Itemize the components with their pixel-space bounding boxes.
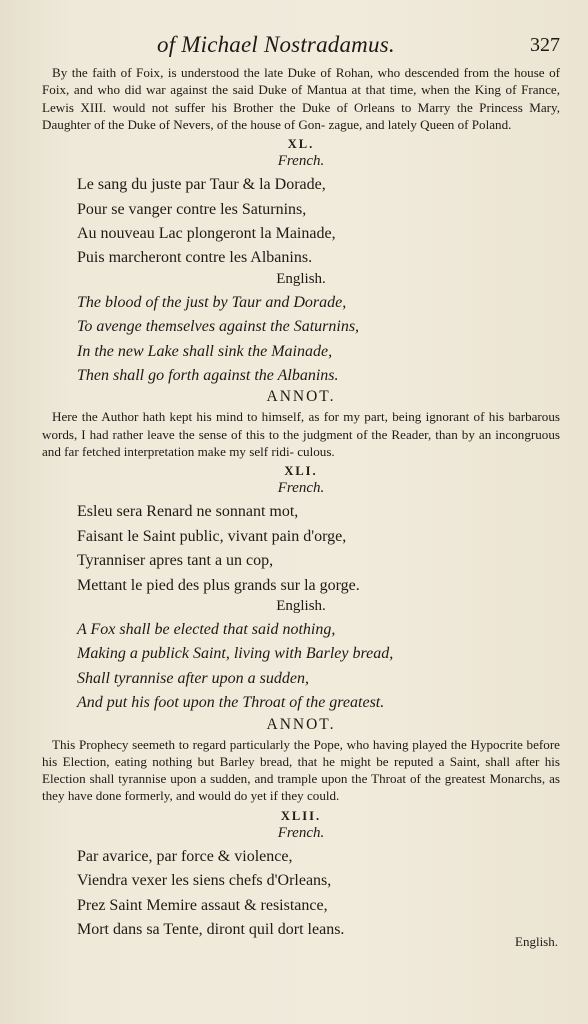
annot-paragraph — [42, 736, 560, 805]
verse-line: Le sang du juste par Taur & la Dorade, — [77, 176, 326, 194]
verse-line: Making a publick Saint, living with Barley bread, — [77, 645, 394, 663]
verse-line: Mort dans sa Tente, diront quil dort leans. — [77, 920, 345, 938]
annot-heading: ANNOT. — [266, 388, 336, 406]
french-heading: French. — [277, 153, 325, 170]
verse-line: Then shall go forth against the Albanins. — [77, 367, 339, 385]
annot-paragraph — [42, 408, 560, 460]
text-line: Reader, than by an incongruous and far fetched interpretation make my self ridi- — [42, 426, 560, 460]
verse-line: In the new Lake shall sink the Mainade, — [77, 342, 333, 360]
text-line: his barbarous words, I had rather leave the sense of this to the judgment of the — [42, 409, 560, 442]
verse-line: Faisant le Saint public, vivant pain d'orge, — [77, 527, 347, 545]
verse-line: Esleu sera Renard ne sonnant mot, — [77, 503, 299, 521]
quatrain-number: XLII. — [280, 808, 322, 823]
running-title: of Michael Nostradamus. — [157, 32, 395, 57]
french-verse — [42, 500, 560, 598]
french-verse — [42, 173, 560, 271]
text-line: Here the Author hath kept his mind to himself, as for my part, being ignorant of — [52, 409, 485, 425]
french-verse — [42, 845, 560, 943]
verse-line: Shall tyrannise after upon a sudden, — [77, 669, 309, 687]
annot-heading: ANNOT. — [266, 715, 336, 733]
catchword: English. — [515, 934, 558, 949]
english-verse — [42, 618, 560, 716]
text-line: when the King of France, Lewis XIII. would not suffer his Brother the Duke of Orleans — [42, 82, 560, 115]
verse-line: Tyranniser apres tant a un cop, — [77, 552, 274, 570]
verse-line: The blood of the just by Taur and Dorade, — [77, 293, 347, 311]
page-header — [42, 30, 560, 64]
text-line: do yet if they could. — [234, 788, 340, 804]
quatrain-number: XLI. — [284, 464, 318, 479]
page-number: 327 — [530, 34, 560, 56]
text-line: zague, and lately Queen of Poland. — [328, 116, 512, 132]
text-line: to Marry the Princess Mary, Daughter of the Duke of Nevers, of the house of Gon- — [42, 99, 560, 132]
verse-line: A Fox shall be elected that said nothing, — [77, 620, 336, 638]
english-heading: English. — [276, 597, 326, 614]
text-line: By the faith of Foix, is understood the late Duke of Rohan, who descended from — [52, 65, 490, 80]
text-line: the house of Foix, and who did war against the said Duke of Mantua at that time, — [42, 65, 561, 98]
verse-line: And put his foot upon the Throat of the greatest. — [77, 694, 385, 712]
intro-paragraph — [42, 64, 560, 133]
text-line: Hypocrite before his Election, eating nothing but Barley bread, that he might be — [42, 736, 560, 769]
text-line: culous. — [297, 444, 335, 460]
verse-line: Mettant le pied des plus grands sur la gorge. — [77, 576, 360, 594]
verse-line: Viendra vexer les siens chefs d'Orleans, — [77, 872, 332, 890]
text-line: reputed a Saint, shall after his Election shall tyrannise upon a sudden, and trample — [42, 753, 561, 787]
verse-line: Prez Saint Memire assaut & resistance, — [77, 896, 328, 914]
text-line: upon the Throat of the greatest Monarchs, as they have done formerly, and would — [42, 771, 560, 804]
english-heading: English. — [276, 270, 326, 287]
verse-line: Au nouveau Lac plongeront la Mainade, — [77, 225, 336, 242]
french-heading: French. — [277, 824, 325, 841]
english-verse — [42, 291, 560, 389]
text-line: This Prophecy seemeth to regard particularly the Pope, who having played the — [52, 736, 467, 752]
verse-line: Puis marcheront contre les Albanins. — [77, 249, 313, 267]
verse-line: Pour se vanger contre les Saturnins, — [77, 200, 307, 218]
verse-line: To avenge themselves against the Saturnins, — [77, 318, 360, 336]
french-heading: French. — [277, 480, 325, 497]
quatrain-number: XL. — [287, 137, 315, 152]
verse-line: Par avarice, par force & violence, — [77, 847, 293, 865]
